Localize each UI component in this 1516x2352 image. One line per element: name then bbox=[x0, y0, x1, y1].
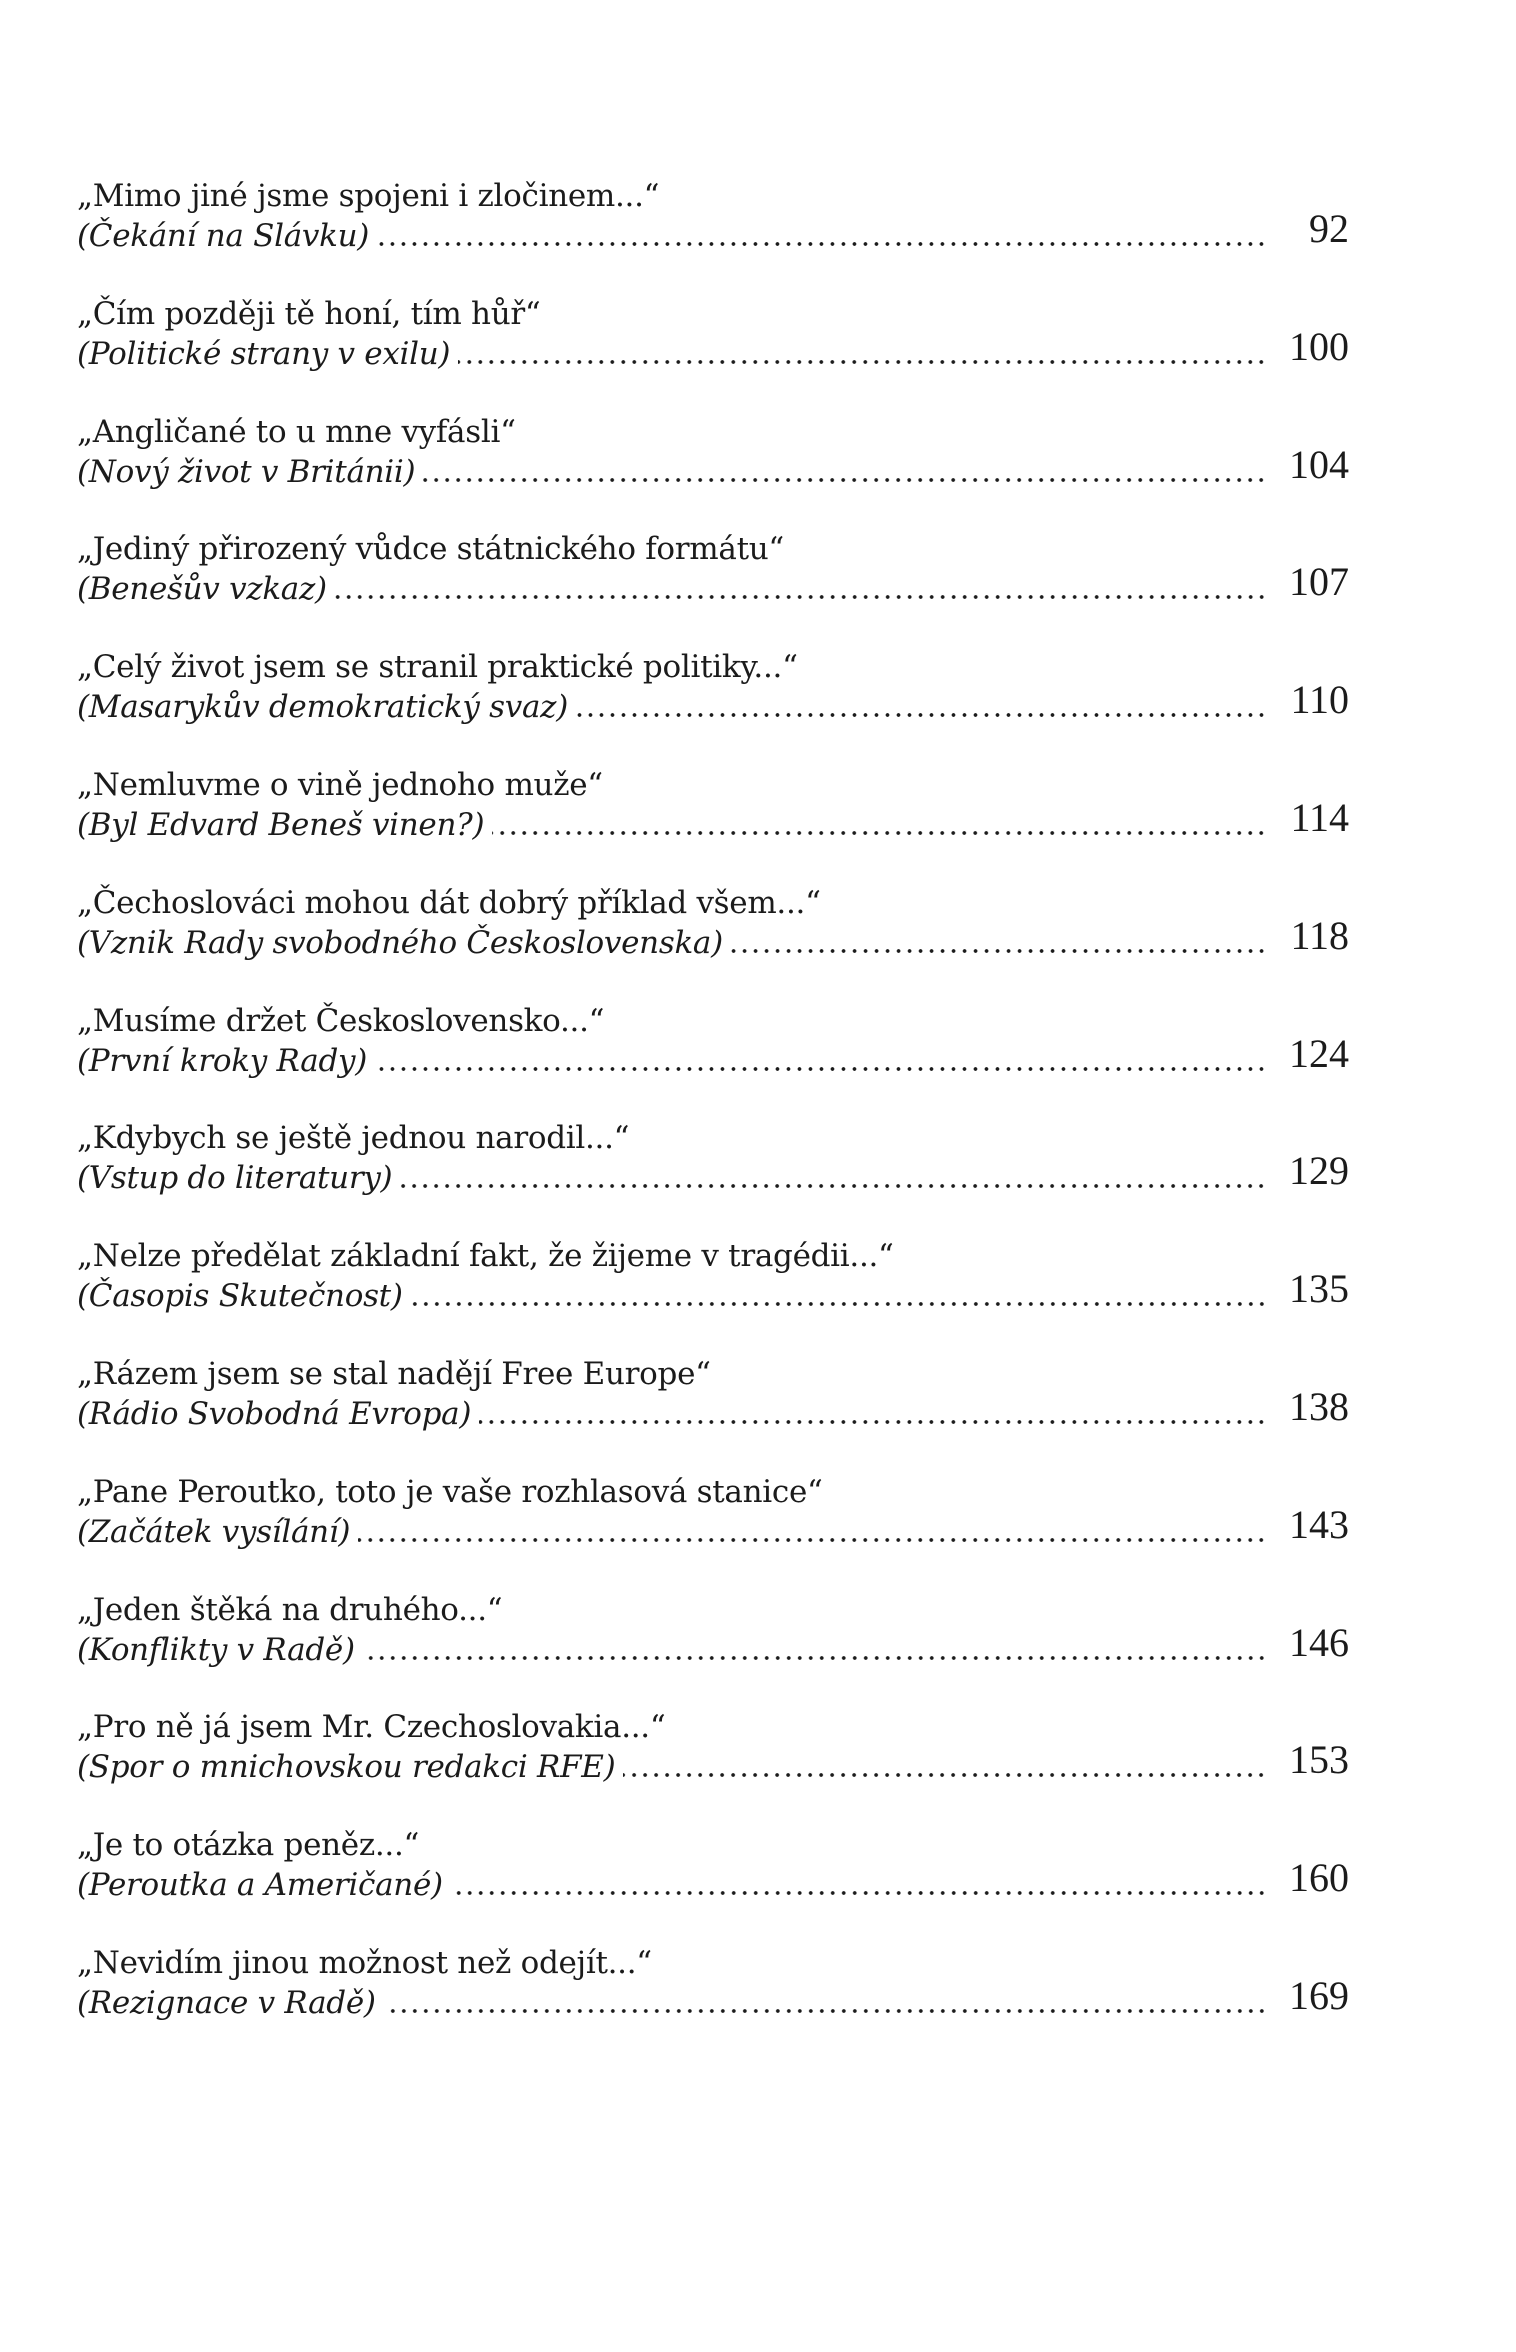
dot-leader bbox=[451, 1891, 1267, 1895]
page-number: 138 bbox=[1289, 1384, 1349, 1429]
dot-leader bbox=[411, 1302, 1267, 1306]
entry-subtitle: (Masarykův demokratický svaz) bbox=[77, 689, 569, 726]
entry-subtitle-row bbox=[77, 1030, 1349, 1080]
entry-title: „Čechoslováci mohou dát dobrý příklad všem...“ bbox=[77, 884, 821, 921]
page-number: 153 bbox=[1289, 1737, 1349, 1783]
entry-title: „Mimo jiné jsme spojeni i zločinem...“ bbox=[77, 178, 660, 214]
entry-title: „Jeden štěká na druhého...“ bbox=[77, 1591, 503, 1628]
dot-leader bbox=[400, 1184, 1267, 1188]
page-number: 92 bbox=[1309, 206, 1349, 251]
page-number: 107 bbox=[1289, 559, 1349, 605]
entry-subtitle: (Nový život v Británii) bbox=[77, 453, 416, 490]
entry-subtitle-row bbox=[77, 1501, 1349, 1551]
toc-entry bbox=[77, 531, 1349, 621]
entry-subtitle-row bbox=[77, 912, 1349, 962]
entry-subtitle: (Čekání na Slávku) bbox=[77, 218, 370, 254]
toc-entry bbox=[77, 1003, 1349, 1093]
page-number: 110 bbox=[1290, 677, 1349, 723]
entry-subtitle: (Vznik Rady svobodného Československa) bbox=[77, 924, 723, 961]
entry-subtitle: (Vstup do literatury) bbox=[77, 1160, 393, 1197]
entry-subtitle-row bbox=[77, 1266, 1349, 1315]
entry-subtitle-row bbox=[77, 677, 1349, 726]
entry-subtitle-row bbox=[77, 1384, 1349, 1433]
page-number: 169 bbox=[1289, 1973, 1349, 2018]
page-number: 135 bbox=[1289, 1266, 1349, 1312]
entry-subtitle: (Rádio Svobodná Evropa) bbox=[77, 1396, 472, 1432]
entry-subtitle-row bbox=[77, 1148, 1349, 1197]
page-number: 129 bbox=[1289, 1148, 1349, 1194]
page-number: 114 bbox=[1290, 795, 1349, 840]
toc-entry bbox=[77, 1592, 1349, 1682]
entry-title: „Je to otázka peněz...“ bbox=[77, 1827, 420, 1864]
toc-entry bbox=[77, 885, 1349, 975]
entry-title: „Nemluvme o vině jednoho muže“ bbox=[77, 767, 603, 803]
toc-entry bbox=[77, 1120, 1349, 1210]
dot-leader bbox=[363, 1656, 1267, 1660]
entry-subtitle-row bbox=[77, 1619, 1349, 1669]
toc-entry bbox=[77, 1709, 1349, 1799]
dot-leader bbox=[731, 949, 1267, 953]
entry-title: „Musíme držet Československo...“ bbox=[77, 1002, 605, 1039]
dot-leader bbox=[458, 360, 1267, 364]
page-number: 124 bbox=[1289, 1030, 1349, 1076]
page-number: 146 bbox=[1289, 1619, 1349, 1665]
toc-entry bbox=[77, 414, 1349, 504]
entry-subtitle: (První kroky Rady) bbox=[77, 1042, 368, 1079]
dot-leader bbox=[335, 595, 1267, 599]
entry-title: „Pro ně já jsem Mr. Czechoslovakia...“ bbox=[77, 1709, 666, 1746]
entry-subtitle: (Benešův vzkaz) bbox=[77, 571, 327, 608]
page-number: 143 bbox=[1289, 1501, 1349, 1547]
entry-title: „Angličané to u mne vyfásli“ bbox=[77, 413, 516, 450]
dot-leader bbox=[377, 242, 1267, 246]
entry-subtitle-row bbox=[77, 323, 1349, 373]
toc-entry bbox=[77, 178, 1349, 268]
toc-entry bbox=[77, 1945, 1349, 2035]
entry-subtitle-row bbox=[77, 1737, 1349, 1786]
entry-subtitle: (Politické strany v exilu) bbox=[77, 335, 451, 372]
entry-title: „Nelze předělat základní fakt, že žijeme v tragédii...“ bbox=[77, 1238, 894, 1275]
entry-subtitle: (Konflikty v Radě) bbox=[77, 1631, 355, 1668]
page-number: 160 bbox=[1289, 1855, 1349, 1901]
dot-leader bbox=[384, 2009, 1267, 2013]
entry-title: „Celý život jsem se stranil praktické politiky...“ bbox=[77, 649, 798, 686]
toc-entry bbox=[77, 1827, 1349, 1917]
entry-subtitle: (Spor o mnichovskou redakci RFE) bbox=[77, 1749, 616, 1786]
entry-subtitle: (Byl Edvard Beneš vinen?) bbox=[77, 807, 485, 843]
toc-entry bbox=[77, 649, 1349, 739]
dot-leader bbox=[479, 1420, 1267, 1424]
entry-subtitle-row bbox=[77, 1973, 1349, 2022]
entry-subtitle-row bbox=[77, 559, 1349, 608]
entry-title: „Kdybych se ještě jednou narodil...“ bbox=[77, 1120, 630, 1157]
toc-entry bbox=[77, 1474, 1349, 1564]
entry-subtitle-row bbox=[77, 795, 1349, 844]
dot-leader bbox=[423, 478, 1267, 482]
entry-subtitle-row bbox=[77, 441, 1349, 491]
toc-entry bbox=[77, 1356, 1349, 1446]
toc-entry bbox=[77, 1238, 1349, 1328]
entry-title: „Čím později tě honí, tím hůř“ bbox=[77, 295, 541, 332]
entry-subtitle-row bbox=[77, 206, 1349, 255]
dot-leader bbox=[623, 1773, 1267, 1777]
dot-leader bbox=[358, 1538, 1267, 1542]
page-number: 104 bbox=[1289, 441, 1349, 487]
entry-subtitle: (Rezignace v Radě) bbox=[77, 1985, 376, 2021]
toc-entry bbox=[77, 296, 1349, 386]
entry-title: „Jediný přirozený vůdce státnického formátu“ bbox=[77, 531, 784, 568]
dot-leader bbox=[492, 831, 1267, 835]
entry-title: „Rázem jsem se stal nadějí Free Europe“ bbox=[77, 1356, 711, 1392]
page-number: 100 bbox=[1289, 323, 1349, 369]
toc-entry bbox=[77, 767, 1349, 857]
page-number: 118 bbox=[1290, 912, 1349, 958]
dot-leader bbox=[576, 713, 1267, 717]
entry-subtitle-row bbox=[77, 1855, 1349, 1904]
dot-leader bbox=[375, 1067, 1267, 1071]
entry-subtitle: (Peroutka a Američané) bbox=[77, 1867, 443, 1904]
entry-title: „Pane Peroutko, toto je vaše rozhlasová stanice“ bbox=[77, 1473, 823, 1510]
entry-title: „Nevidím jinou možnost než odejít...“ bbox=[77, 1945, 652, 1981]
entry-subtitle: (Začátek vysílání) bbox=[77, 1513, 351, 1550]
entry-subtitle: (Časopis Skutečnost) bbox=[77, 1278, 403, 1315]
